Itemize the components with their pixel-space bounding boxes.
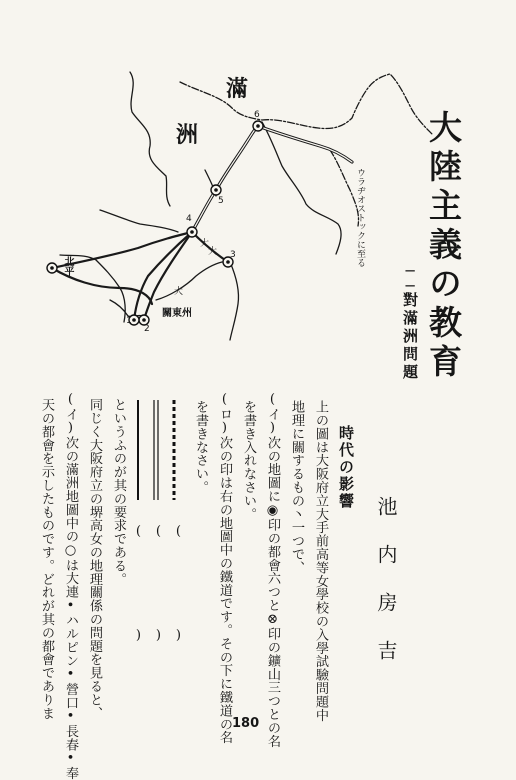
- map-label-dai-2: 大: [208, 247, 218, 257]
- blank-paren-3: (: [131, 524, 146, 540]
- map-marker-2: 2: [144, 324, 150, 334]
- body-line-6: を書きなさい。: [193, 400, 208, 494]
- body-line-8: 同じく大阪府立の堺高女の地理關係の問題を見ると、: [87, 398, 102, 720]
- body-line-7: というふのが其の要求である。: [111, 398, 126, 586]
- blank-paren-6: ): [131, 628, 146, 644]
- article-title: 大陸主義の教育: [424, 110, 463, 383]
- map-marker-5: 5: [218, 196, 224, 206]
- subtitle-dash: ──: [401, 262, 419, 292]
- author-name: 池内房吉: [374, 496, 398, 688]
- blank-paren-2: (: [151, 524, 166, 540]
- map-marker-3: 3: [230, 250, 236, 260]
- map-marker-4: 4: [186, 214, 192, 224]
- map-label-dai-3: 大: [174, 287, 184, 297]
- map-marker-1: 1: [126, 316, 132, 326]
- river-3: [100, 210, 178, 232]
- map-label-vladivostok: ウラヂオストックに至る: [355, 168, 365, 267]
- body-line-1: 上の圖は大阪府立大手前高等女學校の入學試驗問題中: [313, 400, 328, 722]
- article-subtitle: [400, 262, 421, 382]
- blank-paren-4: ): [171, 628, 186, 644]
- river-1: [130, 72, 170, 206]
- body-line-4: を書き入れなさい。: [241, 400, 256, 521]
- subtitle-text: 對滿洲問題: [401, 292, 419, 382]
- border-line: [180, 74, 432, 134]
- map-label-man: 滿: [226, 76, 249, 102]
- blank-paren-5: ): [151, 628, 166, 644]
- body-line-9: (イ)次の滿洲地圖中の○は大連•ハルピン•營口•長春•奉: [63, 392, 78, 780]
- coast-2: [156, 262, 222, 300]
- map-label-kanto: 關東州: [162, 308, 192, 319]
- body-line-2: 地理に關するもの丶一つで、: [289, 400, 304, 575]
- river-6: [230, 262, 239, 340]
- page-number: 180: [232, 716, 260, 731]
- map-label-dai-1: 大: [200, 239, 210, 249]
- railway-symbols: [130, 400, 190, 510]
- map-marker-6: 6: [254, 110, 260, 120]
- body-line-5: (ロ)次の印は右の地圖中の鐵道です。その下に鐵道の名: [217, 392, 232, 744]
- body-line-3: (イ)次の地圖に◉印の都會六つと⊗印の鑛山三つとの名: [265, 392, 280, 748]
- blank-paren-1: (: [171, 524, 186, 540]
- map-label-pekin: 北平: [62, 256, 73, 276]
- map-label-shu: 洲: [176, 122, 199, 148]
- railway-north: [192, 126, 258, 232]
- section-heading: 時代の影響: [337, 425, 355, 510]
- body-line-10: 天の都會を示したものです。どれが其の都會でありま: [39, 398, 54, 720]
